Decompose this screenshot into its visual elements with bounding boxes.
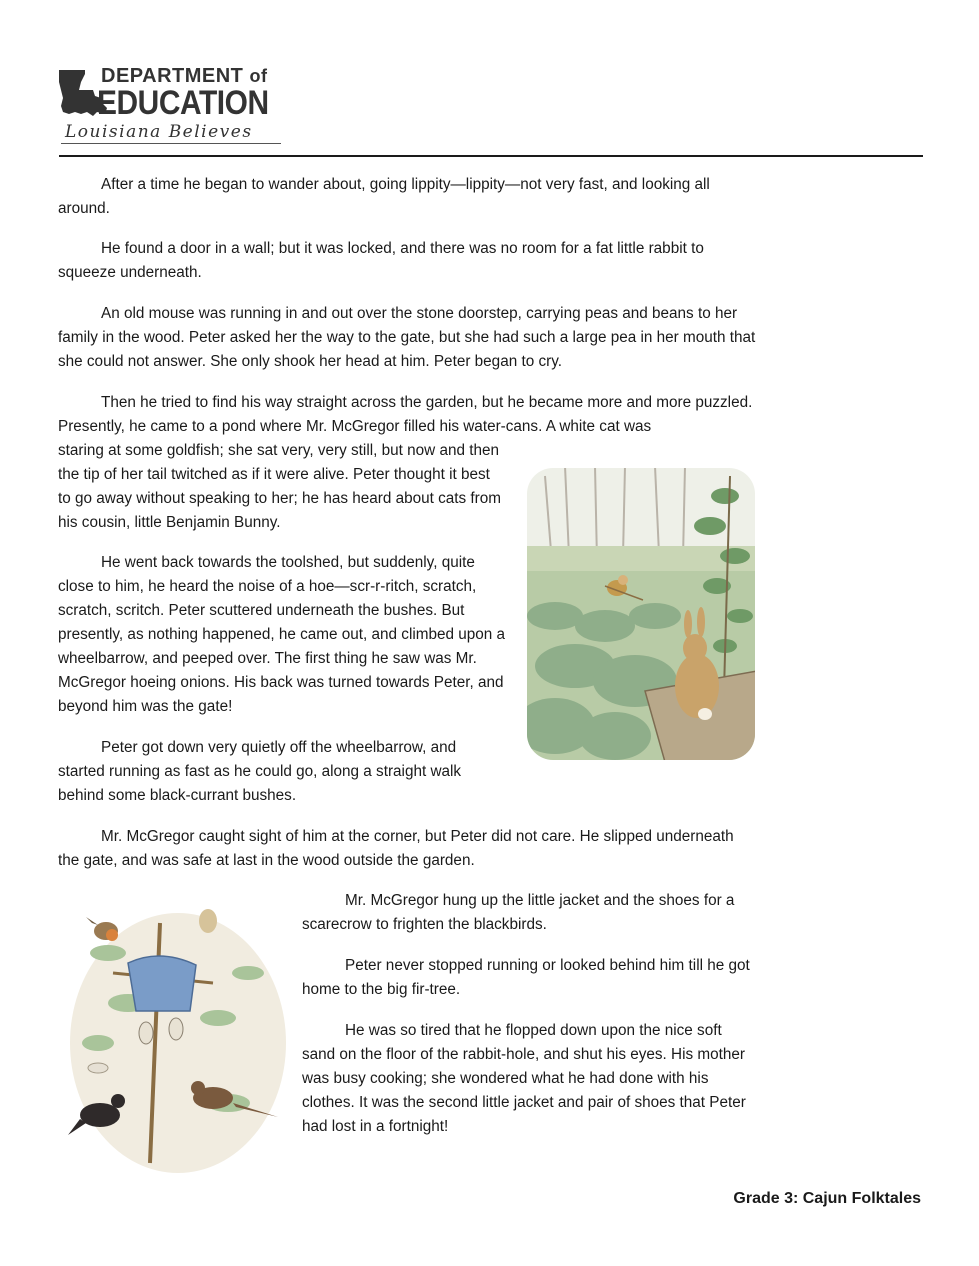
story-paragraph-1: After a time he began to wander about, going lippity—lippity—not very fast, and looking all around. — [58, 176, 710, 217]
rabbit-peeking — [199, 909, 217, 933]
scarecrow-illustration — [68, 893, 288, 1177]
logo-underline — [61, 143, 281, 144]
logo-line1 — [101, 66, 267, 86]
story-paragraph-5: He went back towards the toolshed, but suddenly, quite close to him, he heard the noise of a hoe—scr-r-ritch, scratch, scratch, scritch. Peter scuttered underneath the bushes. But presently, as nothing happened, he came out, and climbed upon a wheelbarrow, and peeped over. The first thing he saw was Mr. McGregor hoeing onions. His back was turned towards Peter, and beyond him was the gate! — [58, 554, 506, 715]
blue-jacket — [128, 956, 196, 1011]
logo-department-text: DEPARTMENT — [101, 65, 244, 87]
story-paragraph-2: He found a door in a wall; but it was locked, and there was no room for a fat little rabbit to squeeze underneath. — [58, 240, 704, 281]
story-paragraph-8: Mr. McGregor hung up the little jacket and the shoes for a scarecrow to frighten the blackbirds. — [302, 892, 735, 933]
story-paragraph-9: Peter never stopped running or looked behind him till he got home to the big fir-tree. — [302, 957, 750, 998]
logo-of-text: of — [249, 66, 268, 86]
garden-wheelbarrow-illustration — [525, 466, 757, 762]
department-of-education-logo — [57, 66, 282, 148]
story-paragraph-3: An old mouse was running in and out over the stone doorstep, carrying peas and beans to her family in the wood. Peter asked her the way to the gate, but she had such a large pea in her mouth that she could not answer. She only shook her head at him. Peter began to cry. — [58, 305, 756, 370]
logo-tagline: Louisiana Believes — [65, 122, 253, 142]
logo-education-text: EDUCATION — [97, 84, 269, 122]
grade-footer-label: Grade 3: Cajun Folktales — [733, 1190, 921, 1207]
story-paragraph-4-continued: staring at some goldfish; she sat very, very still, but now and then the tip of her tail twitched as if it were alive. Peter thought it best to go away without speaking to her; he has heard about cats from his cousin, little Benjamin Bunny. — [58, 442, 502, 531]
story-paragraph-4: Then he tried to find his way straight across the garden, but he became more and more puzzled. Presently, he came to a pond where Mr. McGregor filled his water-cans. A white cat was — [58, 394, 753, 435]
story-paragraph-10: He was so tired that he flopped down upon the nice soft sand on the floor of the rabbit-hole, and shut his eyes. His mother was busy cooking; she wondered what he had done with his clothes. It was the second little jacket and pair of shoes that Peter had lost in a fortnight! — [302, 1022, 746, 1135]
header-rule — [59, 155, 923, 157]
story-paragraph-6: Peter got down very quietly off the wheelbarrow, and started running as fast as he could go, along a straight walk behind some black-currant bushes. — [58, 739, 462, 804]
small-bird-icon — [88, 1063, 108, 1073]
story-paragraph-7: Mr. McGregor caught sight of him at the corner, but Peter did not care. He slipped underneath the gate, and was safe at last in the wood outside the garden. — [58, 828, 734, 869]
